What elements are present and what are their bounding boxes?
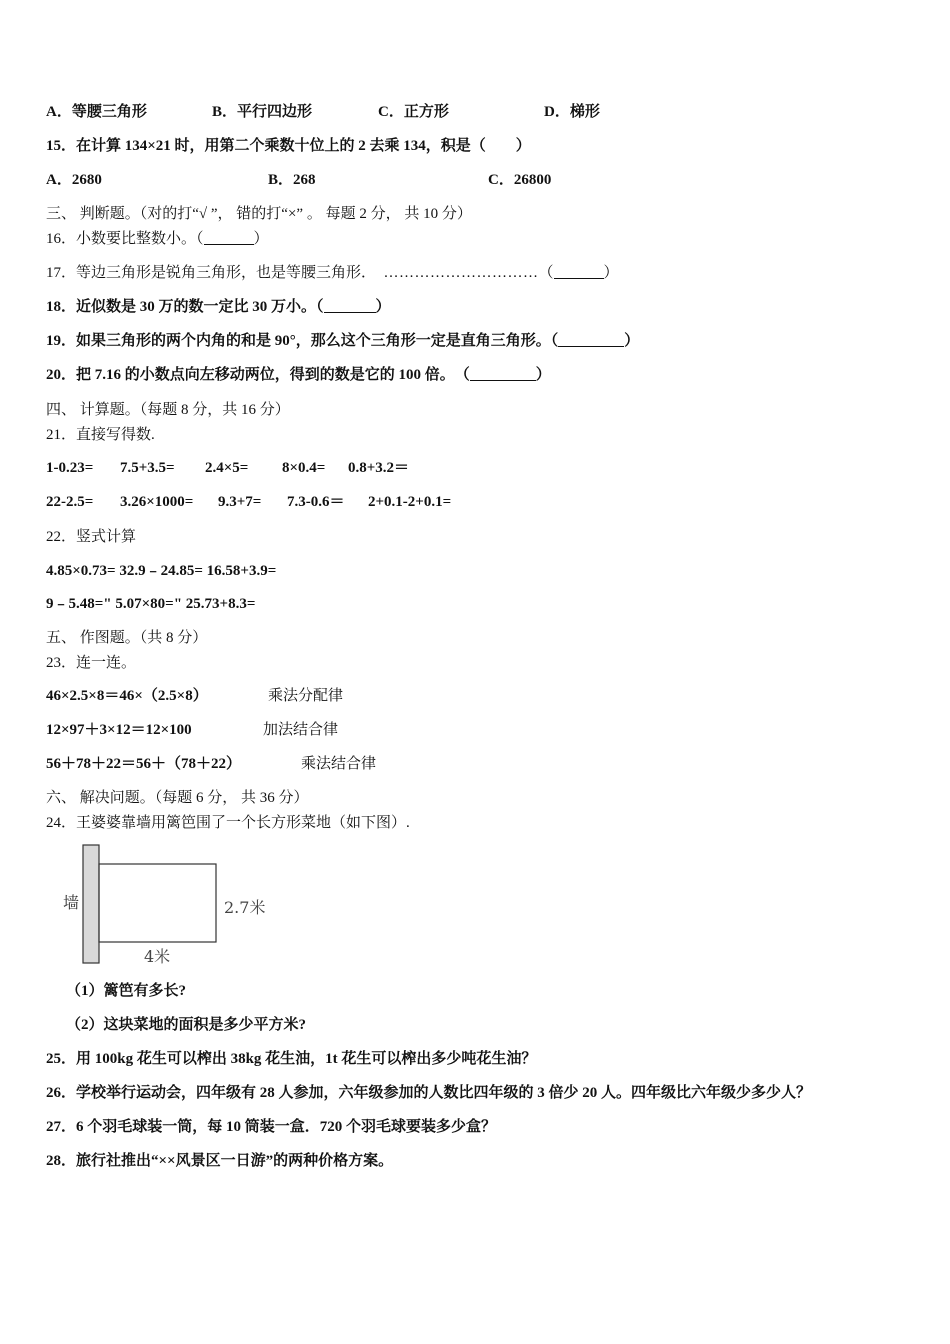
q21-r1-c2: 7.5+3.5=: [120, 460, 175, 476]
q21-r2-c5: 2+0.1-2+0.1=: [368, 494, 452, 510]
q23-expr-2: 12×97＋3×12＝12×100: [46, 722, 192, 738]
q24-figure: [60, 842, 280, 970]
q16-end: ）: [253, 231, 269, 247]
section6-title: 六、 解决问题。（每题 6 分， 共 36 分）: [46, 790, 309, 806]
q26-text: 26．学校举行运动会，四年级有 28 人参加，六年级参加的人数比四年级的 3 倍少 20 人。四年级比六年级少多少人？: [46, 1085, 812, 1101]
q24-text: 24．王婆婆靠墙用篱笆围了一个长方形菜地（如下图）.: [46, 815, 410, 831]
q23-law-3: 乘法结合律: [301, 756, 377, 772]
q16-blank: [204, 230, 254, 245]
q23-expr-3: 56＋78＋22＝56＋（78＋22）: [46, 756, 242, 772]
q21-r1-c5: 0.8+3.2＝: [348, 460, 410, 476]
q22-row2: 9﹣5.48=" 5.07×80=" 25.73+8.3=: [46, 596, 256, 612]
q21-r1-c3: 2.4×5=: [205, 460, 249, 476]
q19-text: 19．如果三角形的两个内角的和是 90°，那么这个三角形一定是直角三角形。（: [46, 333, 559, 349]
section4-title: 四、 计算题。（每题 8 分，共 16 分）: [46, 402, 290, 418]
q17-open: （: [538, 265, 554, 281]
q25-text: 25．用 100kg 花生可以榨出 38kg 花生油，1t 花生可以榨出多少吨花生油？: [46, 1051, 537, 1067]
q18-text: 18．近似数是 30 万的数一定比 30 万小。（: [46, 299, 324, 315]
wall-label: 墙: [63, 893, 80, 912]
q15-option-c: C．26800: [488, 172, 552, 188]
q28-text: 28．旅行社推出“××风景区一日游”的两种价格方案。: [46, 1153, 394, 1169]
q27-text: 27．6 个羽毛球装一筒，每 10 筒装一盒．720 个羽毛球要装多少盒？: [46, 1119, 497, 1135]
q21-r2-c3: 9.3+7=: [218, 494, 262, 510]
q21-r2-c4: 7.3-0.6＝: [287, 494, 345, 510]
q23-expr-1: 46×2.5×8＝46×（2.5×8）: [46, 688, 208, 704]
q21-r1-c4: 8×0.4=: [282, 460, 326, 476]
q21-r2-c1: 22-2.5=: [46, 494, 94, 510]
q16-text: 16．小数要比整数小。（: [46, 231, 204, 247]
q21-r2-c2: 3.26×1000=: [120, 494, 194, 510]
section3-title: 三、 判断题。（对的打“√ ”， 错的打“×” 。 每题 2 分， 共 10 分）: [46, 206, 472, 222]
q21-text: 21．直接写得数.: [46, 427, 155, 443]
q20-blank: [470, 366, 536, 381]
garden-rectangle: [99, 864, 216, 942]
q20-end: ）: [535, 367, 551, 383]
q23-text: 23．连一连。: [46, 655, 137, 671]
q18-end: ）: [375, 299, 391, 315]
q19-end: ）: [624, 333, 640, 349]
q14-option-a: A．等腰三角形: [46, 104, 147, 120]
q14-option-d: D．梯形: [544, 104, 600, 120]
q16: [46, 229, 269, 249]
q19: [46, 331, 639, 351]
q14-option-b: B．平行四边形: [212, 104, 313, 120]
q14-option-c: C．正方形: [378, 104, 449, 120]
q15-text: 15．在计算 134×21 时，用第二个乘数十位上的 2 去乘 134，积是（ ）: [46, 138, 531, 154]
q19-blank: [558, 332, 624, 347]
q17-text: 17．等边三角形是锐角三角形，也是等腰三角形．: [46, 265, 369, 281]
q17: [46, 263, 619, 283]
q21-r1-c1: 1-0.23=: [46, 460, 94, 476]
wall-bar: [83, 845, 99, 963]
width-label: 4米: [144, 947, 171, 966]
q18: [46, 297, 391, 317]
q17-end: ）: [603, 265, 619, 281]
q15-option-a: A．2680: [46, 172, 102, 188]
q20: [46, 365, 551, 385]
q15-option-b: B．268: [268, 172, 316, 188]
q24-sub2: （2）这块菜地的面积是多少平方米?: [66, 1017, 307, 1033]
q17-dots: …………………………: [383, 265, 539, 281]
q20-text: 20．把 7.16 的小数点向左移动两位，得到的数是它的 100 倍。 （: [46, 367, 470, 383]
q17-blank: [554, 264, 604, 279]
q24-sub1: （1）篱笆有多长?: [66, 983, 187, 999]
q22-row1: 4.85×0.73= 32.9﹣24.85= 16.58+3.9=: [46, 563, 277, 579]
q23-law-2: 加法结合律: [263, 722, 339, 738]
q22-text: 22．竖式计算: [46, 529, 137, 545]
height-label: 2.7米: [224, 898, 266, 917]
q18-blank: [324, 298, 376, 313]
section5-title: 五、 作图题。（共 8 分）: [46, 630, 208, 646]
q23-law-1: 乘法分配律: [268, 688, 344, 704]
